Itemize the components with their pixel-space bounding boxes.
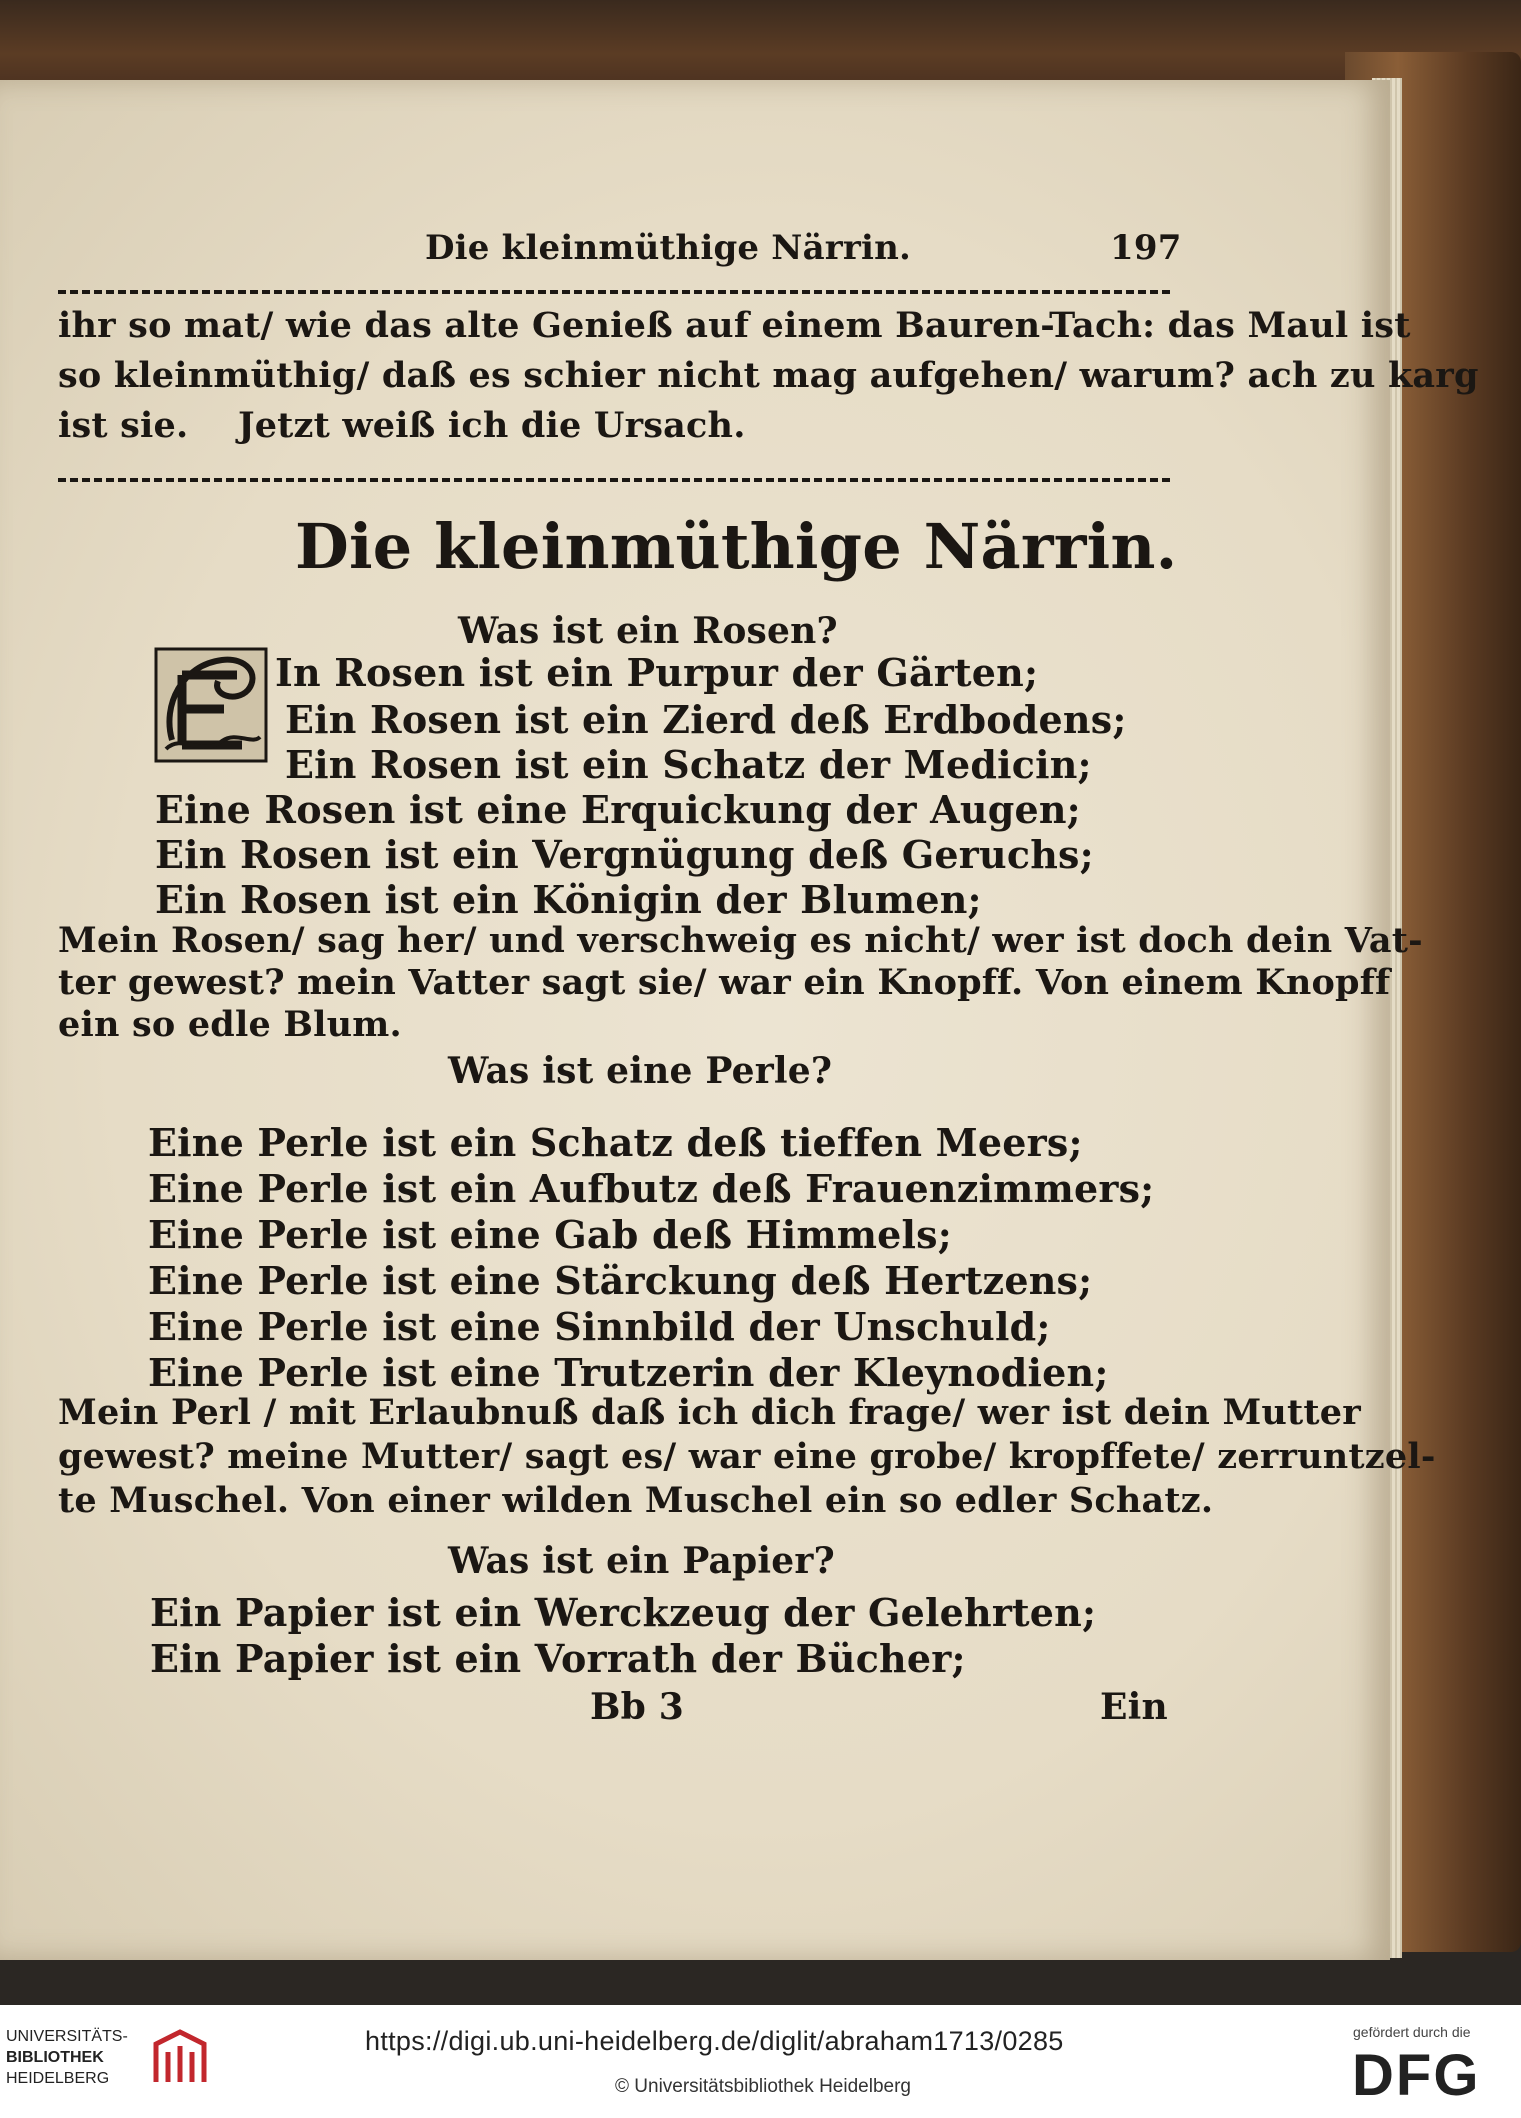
permalink-url[interactable]: https://digi.ub.uni-heidelberg.de/diglit/abraham1713/0285 — [365, 2026, 1064, 2056]
prose-line: gewest? meine Mutter/ sagt es/ war eine grobe/ kropffete/ zerruntzel- — [58, 1436, 1436, 1477]
decorated-initial-icon — [152, 645, 270, 765]
funding-note: gefördert durch die — [1353, 2024, 1471, 2040]
library-logo[interactable] — [0, 2018, 230, 2098]
verse-line: Ein Rosen ist ein Königin der Blumen; — [155, 877, 982, 922]
prose-line: ein so edle Blum. — [58, 1004, 402, 1045]
prose-line: Mein Rosen/ sag her/ und verschweig es nicht/ wer ist doch dein Vat- — [58, 920, 1423, 961]
dfg-logo[interactable]: DFG — [1352, 2043, 1481, 2108]
verse-line: Eine Perle ist ein Schatz deß tieffen Meers; — [148, 1120, 1083, 1165]
verse-line: Ein Papier ist ein Werckzeug der Gelehrten; — [150, 1590, 1097, 1635]
verse-line: Ein Rosen ist ein Vergnügung deß Geruchs; — [155, 832, 1094, 877]
library-name-line: BIBLIOTHEK — [6, 2049, 104, 2066]
library-emblem-icon — [150, 2024, 210, 2088]
verse-line: Eine Perle ist eine Stärckung deß Hertzens; — [148, 1258, 1093, 1303]
verse-line: Eine Perle ist eine Trutzerin der Kleynodien; — [148, 1350, 1109, 1395]
verse-line: Eine Rosen ist eine Erquickung der Augen; — [155, 787, 1081, 832]
verse-line: Ein Papier ist ein Vorrath der Bücher; — [150, 1636, 966, 1681]
prose-line: ter gewest? mein Vatter sagt sie/ war ein Knopff. Von einem Knopff — [58, 962, 1391, 1003]
library-name-line: UNIVERSITÄTS- — [6, 2028, 128, 2045]
section-rule — [58, 478, 1170, 482]
library-name-line: HEIDELBERG — [6, 2070, 110, 2087]
page-number: 197 — [1110, 228, 1182, 268]
prose-line: Mein Perl / mit Erlaubnuß daß ich dich frage/ wer ist dein Mutter — [58, 1392, 1361, 1433]
section-title: Die kleinmüthige Närrin. — [295, 510, 1178, 583]
intro-line: ihr so mat/ wie das alte Genieß auf einem Bauren-Tach: das Maul ist — [58, 305, 1411, 346]
question-paper: Was ist ein Papier? — [448, 1540, 835, 1582]
verse-line: In Rosen ist ein Purpur der Gärten; — [275, 650, 1039, 695]
question-pearl: Was ist eine Perle? — [448, 1050, 833, 1092]
verse-line: Ein Rosen ist ein Zierd deß Erdbodens; — [285, 697, 1127, 742]
book-cover-top — [0, 0, 1521, 90]
verse-line: Eine Perle ist eine Sinnbild der Unschuld; — [148, 1304, 1051, 1349]
signature-mark: Bb 3 — [590, 1686, 684, 1728]
question-rose: Was ist ein Rosen? — [458, 610, 838, 652]
verse-line: Eine Perle ist eine Gab deß Himmels; — [148, 1212, 952, 1257]
running-title: Die kleinmüthige Närrin. — [425, 228, 912, 268]
intro-line: ist sie. Jetzt weiß ich die Ursach. — [58, 405, 746, 446]
catchword: Ein — [1100, 1686, 1168, 1728]
prose-line: te Muschel. Von einer wilden Muschel ein so edler Schatz. — [58, 1480, 1214, 1521]
verse-line: Ein Rosen ist ein Schatz der Medicin; — [285, 742, 1092, 787]
copyright-notice: © Universitätsbibliothek Heidelberg — [615, 2076, 911, 2097]
intro-line: so kleinmüthig/ daß es schier nicht mag aufgehen/ warum? ach zu karg — [58, 355, 1479, 396]
verse-line: Eine Perle ist ein Aufbutz deß Frauenzimmers; — [148, 1166, 1155, 1211]
header-rule — [58, 290, 1170, 294]
